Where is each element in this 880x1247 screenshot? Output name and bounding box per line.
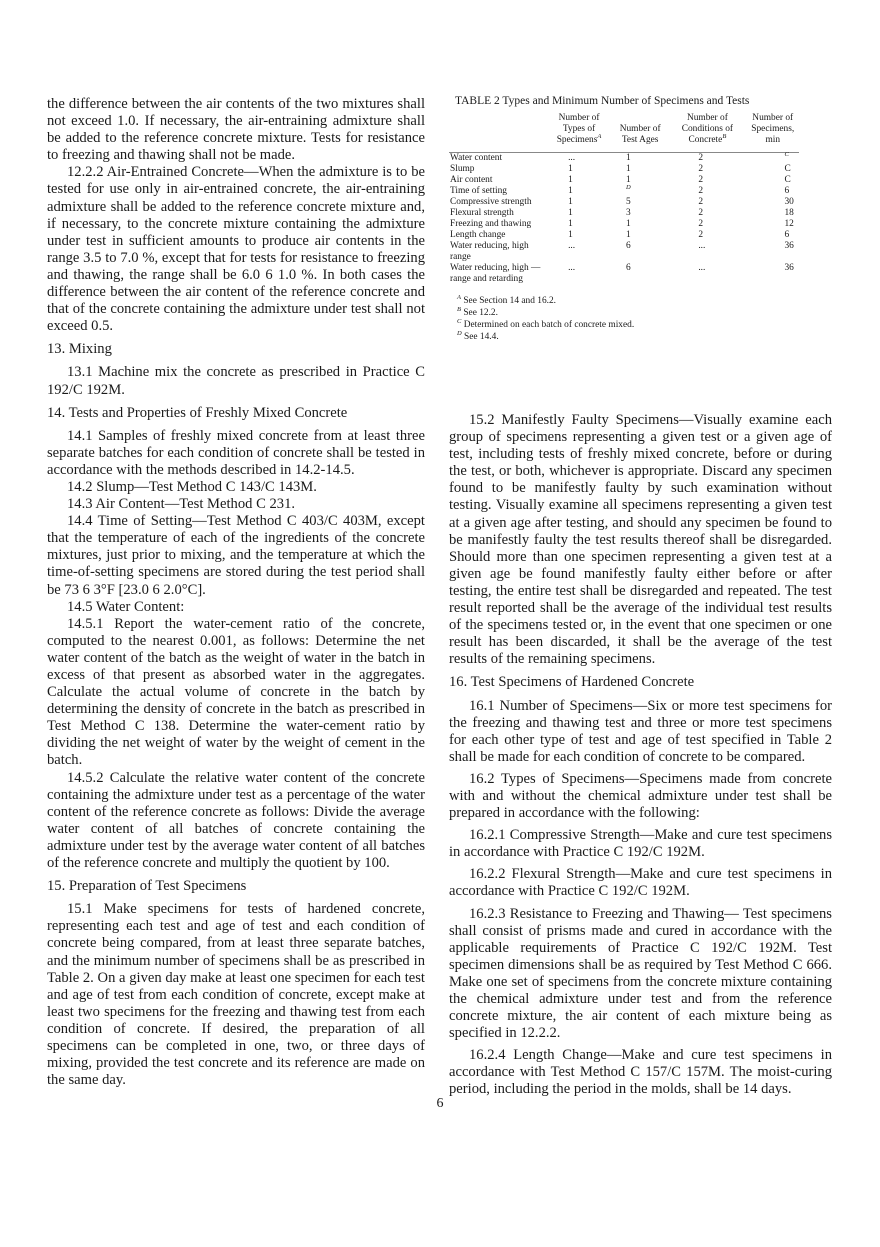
table-cell: 1 <box>568 197 573 207</box>
table-cell: 1 <box>568 230 573 240</box>
table-cell: 1 <box>625 219 631 229</box>
table-row <box>449 208 799 219</box>
section-heading: 14. Tests and Properties of Freshly Mixed Concrete <box>47 404 348 421</box>
table-cell: ... <box>698 241 706 251</box>
paragraph: 16.2.1 Compressive Strength—Make and cure test specimens in accordance with Practice C 192/C 192M. <box>449 827 832 861</box>
table-row-label: Slump <box>450 164 475 174</box>
table-cell: 1 <box>568 164 573 174</box>
table-footnote: $^A$ See Section 14 and 16.2. <box>457 294 557 306</box>
paragraph: 16.2 Types of Specimens—Specimens made from concrete with and without the chemical admixture under test shall be prepared in accordance with the following: <box>449 770 832 822</box>
table-header-cell: Number of Specimens, min <box>751 113 795 145</box>
paragraph: 14.1 Samples of freshly mixed concrete from at least three separate batches for each condition of concrete shall be tested in accordance with the methods described in 14.2-14.5. <box>47 427 425 478</box>
table-cell: C <box>784 151 789 158</box>
table-cell: 1 <box>568 208 573 218</box>
table-row <box>449 175 799 186</box>
paragraph: 16.2.3 Resistance to Freezing and Thawing— Test specimens shall consist of prisms made and cured in accordance with the applicable requirements of Practice C 192/C 192M. Test specimen dimensions shall be as required by Test Method C 666. Make one set of specimens from the concrete mixture containing the chemical admixture under test and from the reference concrete mixture, the air content of each mixture being as specified in 12.2.2. <box>449 905 832 1042</box>
table-row <box>449 197 799 208</box>
table-row-label: Compressive strength <box>450 197 532 207</box>
paragraph: 15.1 Make specimens for tests of hardened concrete, representing each test and age of test and each condition of concrete being compared, from at least three separate batches, and the minimum number of specimens shall be as prescribed in Table 2. On a given day make at least one specimen for each test and age of test from each condition of concrete, except make at least two specimens for the freezing and thawing test from each condition of concrete. If desired, the preparation of all specimens can be completed in one, two, or three days of mixing, provided the test concrete and its reference are made on the same day. <box>47 901 425 1089</box>
paragraph: 16.2.2 Flexural Strength—Make and cure test specimens in accordance with Practice C 192/C 192M. <box>449 866 832 900</box>
table-row <box>449 263 799 285</box>
table-cell: ... <box>568 241 576 251</box>
paragraph: 16.1 Number of Specimens—Six or more test specimens for the freezing and thawing test and three or more test specimens for each other type of test and age of test specified in Table 2 shall be made for each condition of concrete to be compared. <box>449 697 832 765</box>
paragraph: 15.2 Manifestly Faulty Specimens—Visually examine each group of specimens representing a given test or a given age of test, including tests of freshly mixed concrete, before or during the test, or both, whichever is appropriate. Discard any specimen found to be manifestly faulty by such examination without testing. Visually examine all specimens representing a given test at a given age after testing, and should any specimen be found to be manifestly faulty the test results thereof shall be disregarded. Should more than one specimen representing a given test at a given age be found manifestly faulty either before or after testing, the entire test shall be disregarded and repeated. The test result reported shall be the average of the individual test results of the specimens tested or, in the event that one specimen or one result has been discarded, it shall be the average of the test results of the remaining specimens. <box>449 412 832 668</box>
paragraph: 14.5 Water Content: <box>67 598 185 615</box>
table-cell: 3 <box>625 208 631 218</box>
table-cell: 6 <box>625 241 631 251</box>
table-2 <box>449 95 829 343</box>
paragraph: 16.2.4 Length Change—Make and cure test specimens in accordance with Test Method C 157/C 157M. The moist-curing period, including the period in the molds, shall be 14 days. <box>449 1047 832 1098</box>
table-cell: 2 <box>698 219 703 229</box>
specimens-table <box>449 111 799 285</box>
paragraph: 13.1 Machine mix the concrete as prescribed in Practice C 192/C 192M. <box>47 364 425 398</box>
paragraph: 14.5.1 Report the water-cement ratio of the concrete, computed to the nearest 0.001, as follows: Determine the net water content of the batch as the weight of water in the batch in excess of that present as absorbed water in the aggregates. Calculate the actual volume of concrete in the batch by determining the density of concrete in the batch as prescribed in Test Method C 138. Determine the water-cement ratio by dividing the net weight of water by the weight of cement in the batch. <box>47 615 425 769</box>
table-cell: 6 <box>784 230 790 240</box>
right-text-column <box>449 412 832 1099</box>
table-header-cell: Number of Test Ages <box>619 124 661 145</box>
section-heading: 16. Test Specimens of Hardened Concrete <box>449 674 695 691</box>
table-row <box>449 241 799 263</box>
table-cell: 2 <box>698 186 703 196</box>
table-row-label: Water reducing, high range <box>450 241 529 262</box>
paragraph: 14.5.2 Calculate the relative water content of the concrete containing the admixture under test as a percentage of the water content of the reference concrete as follows: Divide the average water content of all batches of concrete containing the admixture under test by the average water content of all batches of the reference concrete and multiply the quotient by 100. <box>47 769 425 872</box>
table-cell: 6 <box>784 186 790 196</box>
paragraph: 14.4 Time of Setting—Test Method C 403/C 403M, except that the temperature of each of the ingredients of the concrete mixtures, just prior to mixing, and the temperature at which the time-of-setting specimens are stored during the test period shall be 73 6 3°F [23.0 6 2.0°C]. <box>47 513 425 598</box>
table-cell: 6 <box>625 263 631 273</box>
table-cell: 2 <box>698 175 703 185</box>
table-cell: ... <box>698 263 706 273</box>
section-heading: 13. Mixing <box>47 341 112 358</box>
table-cell: 1 <box>625 175 631 185</box>
table-cell: 1 <box>625 153 631 163</box>
table-row-label: Water content <box>450 153 503 163</box>
table-cell: 2 <box>698 208 703 218</box>
table-cell: C <box>784 164 791 174</box>
table-cell: ... <box>568 263 576 273</box>
paragraph: 12.2.2 Air-Entrained Concrete—When the admixture is to be tested for use only in air-entrained concrete, the air-entraining admixture shall be added to the reference concrete mixture and, if necessary, to the concrete mixture containing the admixture under test in sufficient amounts to produce air contents in the range 3.5 to 7.0 %, except that for tests for resistance to freezing and thawing, the range shall be 6.0 6 1.0 %. In both cases the difference between the air content of the reference concrete and that of the concrete containing the admixture under test shall not exceed 0.5. <box>47 164 425 335</box>
table-footnote: $^D$ See 14.4. <box>457 330 499 342</box>
table-header-cell: Number of Conditions of Concrete$^B$ <box>681 113 734 145</box>
table-cell: C <box>784 175 791 185</box>
table-cell: 1 <box>568 175 573 185</box>
table-cell: 1 <box>568 219 573 229</box>
table-cell: D <box>625 184 631 191</box>
table-row <box>449 186 799 197</box>
table-footnotes <box>457 295 829 343</box>
table-row <box>449 219 799 230</box>
paragraph: 14.3 Air Content—Test Method C 231. <box>67 496 296 513</box>
table-row-label: Water reducing, high —range and retarding <box>450 263 541 284</box>
table-cell: 5 <box>625 197 631 207</box>
table-title: TABLE 2 Types and Minimum Number of Specimens and Tests <box>455 95 750 107</box>
table-cell: 2 <box>698 197 703 207</box>
table-row-label: Flexural strength <box>450 208 514 218</box>
table-cell: 1 <box>625 164 631 174</box>
section-heading: 15. Preparation of Test Specimens <box>47 878 247 895</box>
table-cell: 36 <box>784 241 794 251</box>
table-row <box>449 153 799 165</box>
table-footnote: $^C$ Determined on each batch of concrete mixed. <box>457 318 635 330</box>
paragraph: the difference between the air contents of the two mixtures shall not exceed 1.0. If necessary, the air-entraining admixture shall be added to the reference concrete mixture. Tests for resistance to freezing and thawing shall not be made. <box>47 96 425 164</box>
table-cell: 2 <box>698 153 703 163</box>
table-row <box>449 230 799 241</box>
table-cell: 1 <box>625 230 631 240</box>
left-text-column <box>47 96 425 1089</box>
table-row <box>449 164 799 175</box>
table-cell: 2 <box>698 164 703 174</box>
table-header-row <box>449 111 799 153</box>
table-cell: 18 <box>784 208 794 218</box>
table-row-label: Length change <box>450 230 506 240</box>
table-cell: ... <box>568 153 576 163</box>
table-row-label: Freezing and thawing <box>450 219 532 229</box>
page-number: 6 <box>436 1096 444 1111</box>
table-footnote: $^B$ See 12.2. <box>457 306 498 318</box>
paragraph: 14.2 Slump—Test Method C 143/C 143M. <box>67 478 317 495</box>
table-cell: 12 <box>784 219 794 229</box>
table-row-label: Air content <box>450 175 493 185</box>
table-cell: 2 <box>698 230 703 240</box>
table-cell: 30 <box>784 197 794 207</box>
table-header-test <box>449 111 546 153</box>
table-cell: 36 <box>784 263 794 273</box>
table-cell: 1 <box>568 186 573 196</box>
table-row-label: Time of setting <box>450 186 507 196</box>
table-header-cell: Number of Types of Specimens$^A$ <box>556 113 602 145</box>
